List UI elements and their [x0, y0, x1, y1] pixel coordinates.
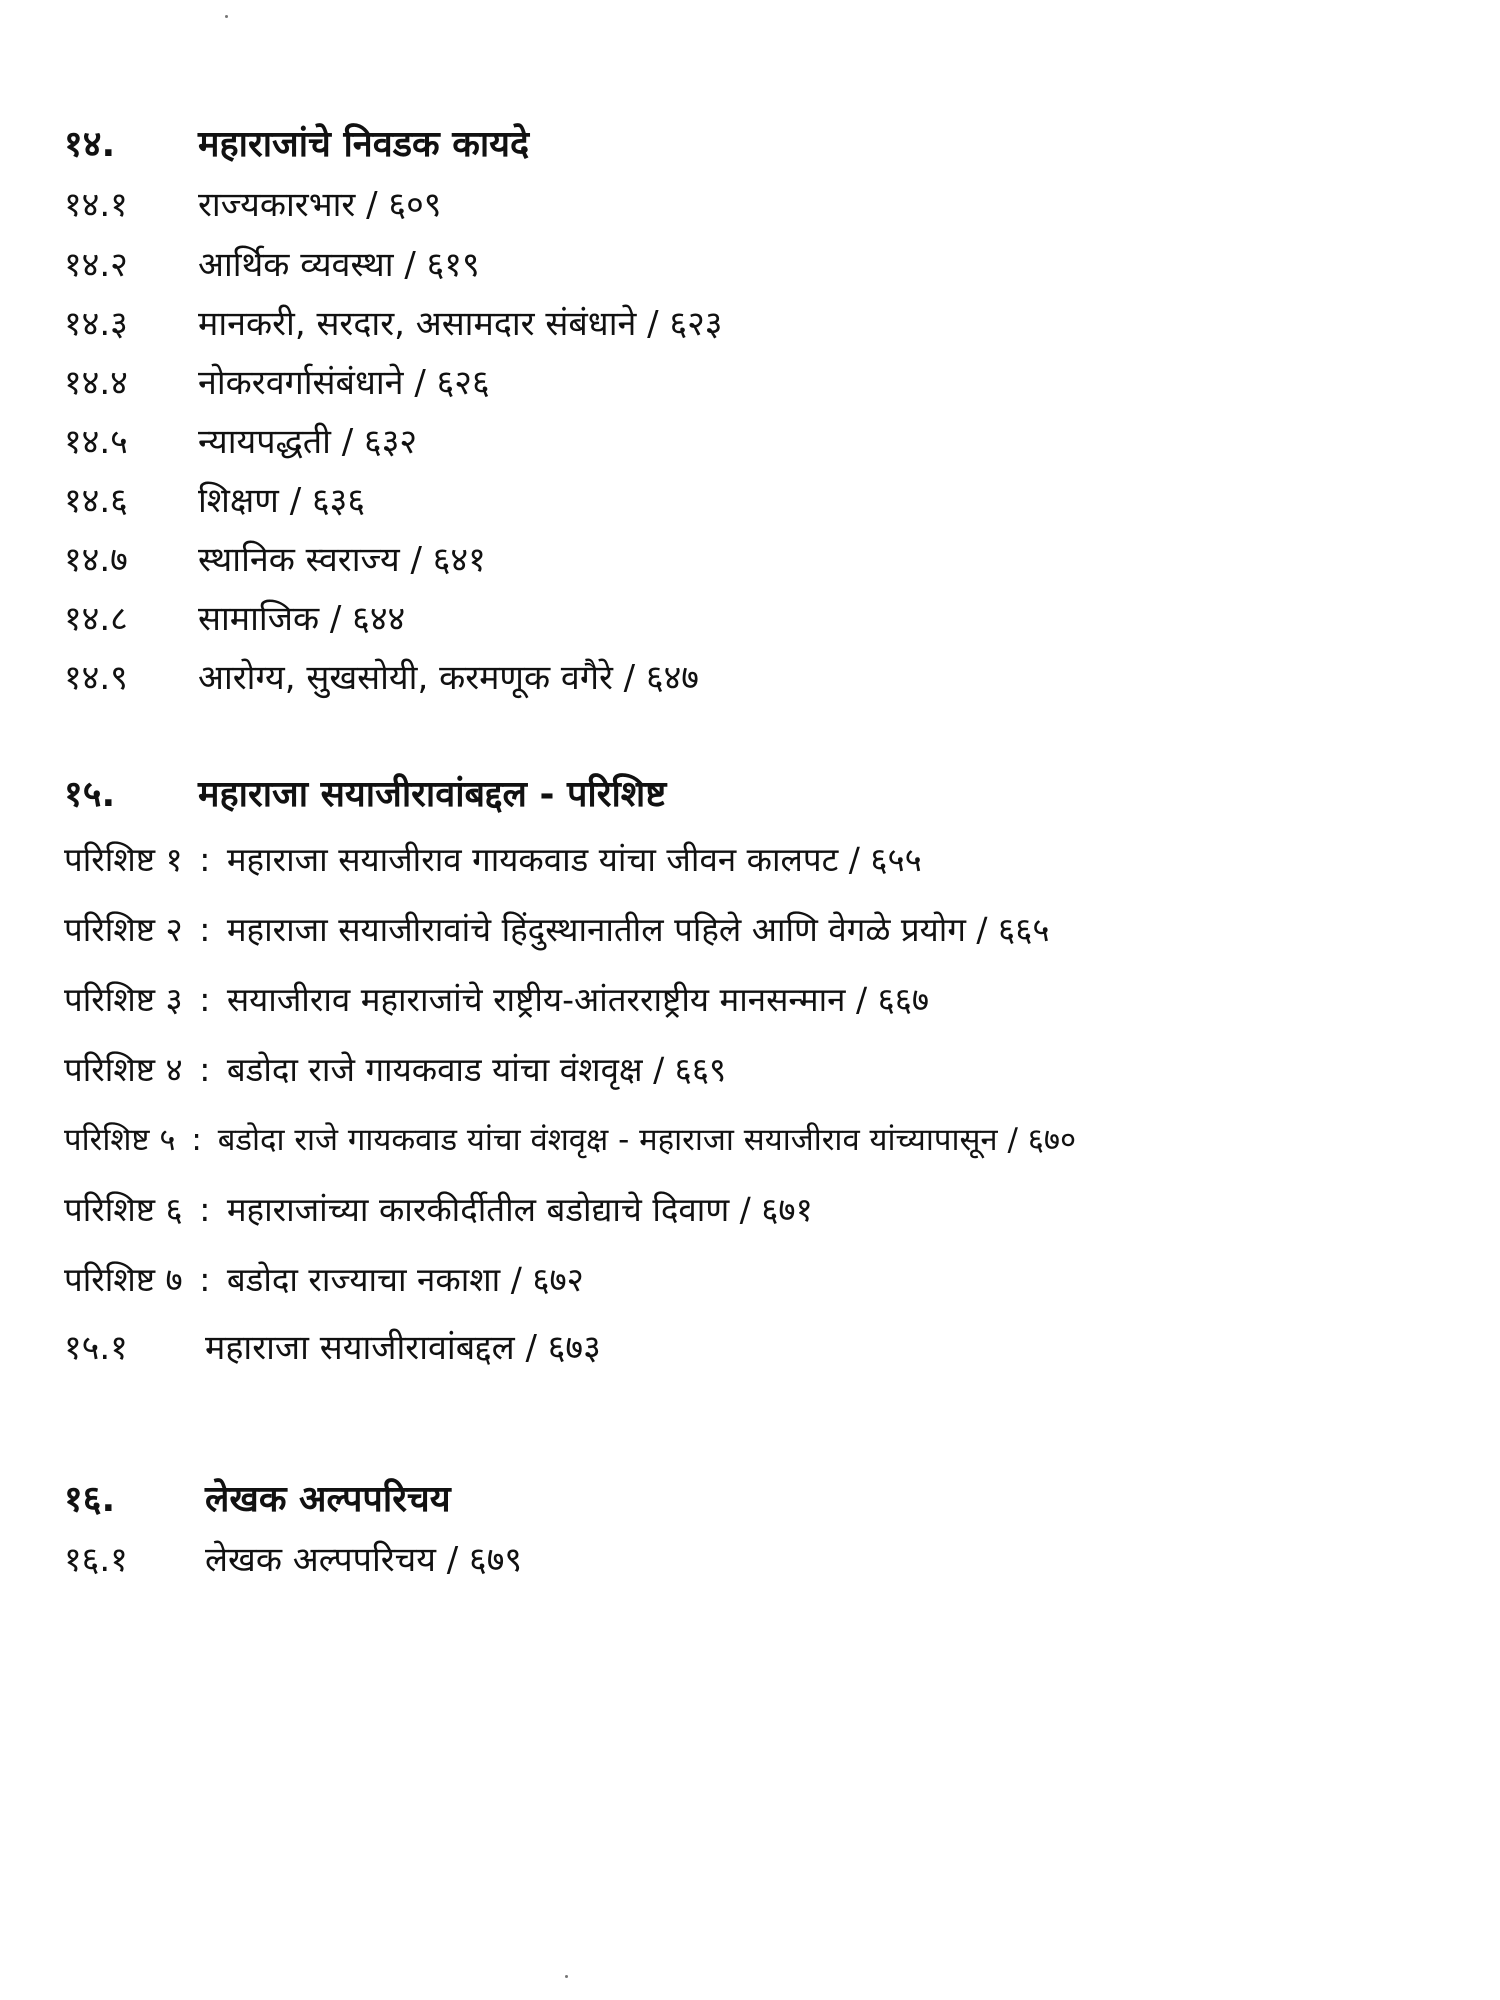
appendix-separator: : [199, 840, 211, 879]
entry-number: १४.९ [64, 658, 128, 698]
entry-text: मानकरी, सरदार, असामदार संबंधाने / ६२३ [198, 304, 723, 344]
appendix-separator: : [191, 1122, 202, 1158]
appendix-entry [64, 1105, 1494, 1175]
toc-entry [0, 1318, 1500, 1378]
scan-speck [225, 15, 228, 18]
toc-entry [0, 471, 1500, 531]
toc-entry [0, 1530, 1500, 1590]
appendix-label: परिशिष्ट २ [64, 910, 183, 949]
section-title: महाराजांचे निवडक कायदे [198, 124, 530, 165]
section-16-heading [0, 1470, 1500, 1530]
entry-number: १६.१ [64, 1540, 128, 1580]
entry-text: आर्थिक व्यवस्था / ६१९ [198, 245, 480, 285]
appendix-text: बडोदा राजे गायकवाड यांचा वंशवृक्ष - महाराजा सयाजीराव यांच्यापासून / ६७० [217, 1122, 1077, 1158]
appendix-entry [64, 825, 1494, 895]
toc-entry [0, 412, 1500, 472]
appendix-text: महाराजांच्या कारकीर्दीतील बडोद्याचे दिवाण / ६७१ [226, 1190, 813, 1229]
entry-text: महाराजा सयाजीरावांबद्दल / ६७३ [205, 1328, 601, 1368]
appendix-entry [64, 895, 1494, 965]
entry-number: १४.८ [64, 599, 128, 639]
appendix-label: परिशिष्ट ६ [64, 1190, 183, 1229]
appendix-entry [64, 1175, 1494, 1245]
toc-entry [0, 589, 1500, 649]
entry-text: आरोग्य, सुखसोयी, करमणूक वगैरे / ६४७ [198, 658, 699, 698]
section-title: लेखक अल्पपरिचय [205, 1479, 451, 1520]
appendix-label: परिशिष्ट ५ [64, 1122, 176, 1158]
appendix-separator: : [199, 1260, 211, 1299]
entry-text: स्थानिक स्वराज्य / ६४१ [198, 540, 486, 580]
appendix-separator: : [199, 910, 211, 949]
appendix-text: सयाजीराव महाराजांचे राष्ट्रीय-आंतरराष्ट्रीय मानसन्मान / ६६७ [226, 980, 930, 1019]
section-title: महाराजा सयाजीरावांबद्दल - परिशिष्ट [198, 774, 667, 815]
entry-text: सामाजिक / ६४४ [198, 599, 406, 639]
entry-number: १४.५ [64, 422, 128, 462]
entry-number: १४.१ [64, 185, 128, 225]
entry-number: १४.४ [64, 363, 128, 403]
toc-entry [0, 235, 1500, 295]
appendix-entry [64, 1245, 1494, 1315]
appendix-entry [64, 965, 1494, 1035]
entry-number: १४.६ [64, 481, 128, 521]
section-number: १४. [64, 124, 116, 165]
toc-entry [0, 648, 1500, 708]
scan-speck [565, 1975, 568, 1978]
appendix-text: महाराजा सयाजीराव गायकवाड यांचा जीवन कालपट / ६५५ [226, 840, 922, 879]
entry-number: १४.७ [64, 540, 128, 580]
appendix-separator: : [199, 1190, 211, 1229]
appendix-label: परिशिष्ट ७ [64, 1260, 183, 1299]
section-15-heading [0, 765, 1500, 825]
appendix-label: परिशिष्ट ३ [64, 980, 183, 1019]
entry-text: न्यायपद्धती / ६३२ [198, 422, 418, 462]
entry-text: लेखक अल्पपरिचय / ६७९ [205, 1540, 523, 1580]
appendix-separator: : [199, 1050, 211, 1089]
entry-number: १४.२ [64, 245, 128, 285]
appendix-text: बडोदा राज्याचा नकाशा / ६७२ [226, 1260, 584, 1299]
toc-entry [0, 353, 1500, 413]
entry-text: राज्यकारभार / ६०९ [198, 185, 442, 225]
section-number: १६. [64, 1479, 116, 1520]
section-14-heading [0, 115, 1500, 175]
appendix-separator: : [199, 980, 211, 1019]
appendix-text: बडोदा राजे गायकवाड यांचा वंशवृक्ष / ६६९ [226, 1050, 727, 1089]
entry-text: शिक्षण / ६३६ [198, 481, 365, 521]
appendix-entry [64, 1035, 1494, 1105]
appendix-label: परिशिष्ट ४ [64, 1050, 183, 1089]
toc-entry [0, 175, 1500, 235]
appendix-text: महाराजा सयाजीरावांचे हिंदुस्थानातील पहिले आणि वेगळे प्रयोग / ६६५ [226, 910, 1050, 949]
toc-entry [0, 294, 1500, 354]
appendix-label: परिशिष्ट १ [64, 840, 183, 879]
section-number: १५. [64, 774, 116, 815]
entry-number: १५.१ [64, 1328, 128, 1368]
entry-text: नोकरवर्गासंबंधाने / ६२६ [198, 363, 490, 403]
toc-entry [0, 530, 1500, 590]
entry-number: १४.३ [64, 304, 128, 344]
